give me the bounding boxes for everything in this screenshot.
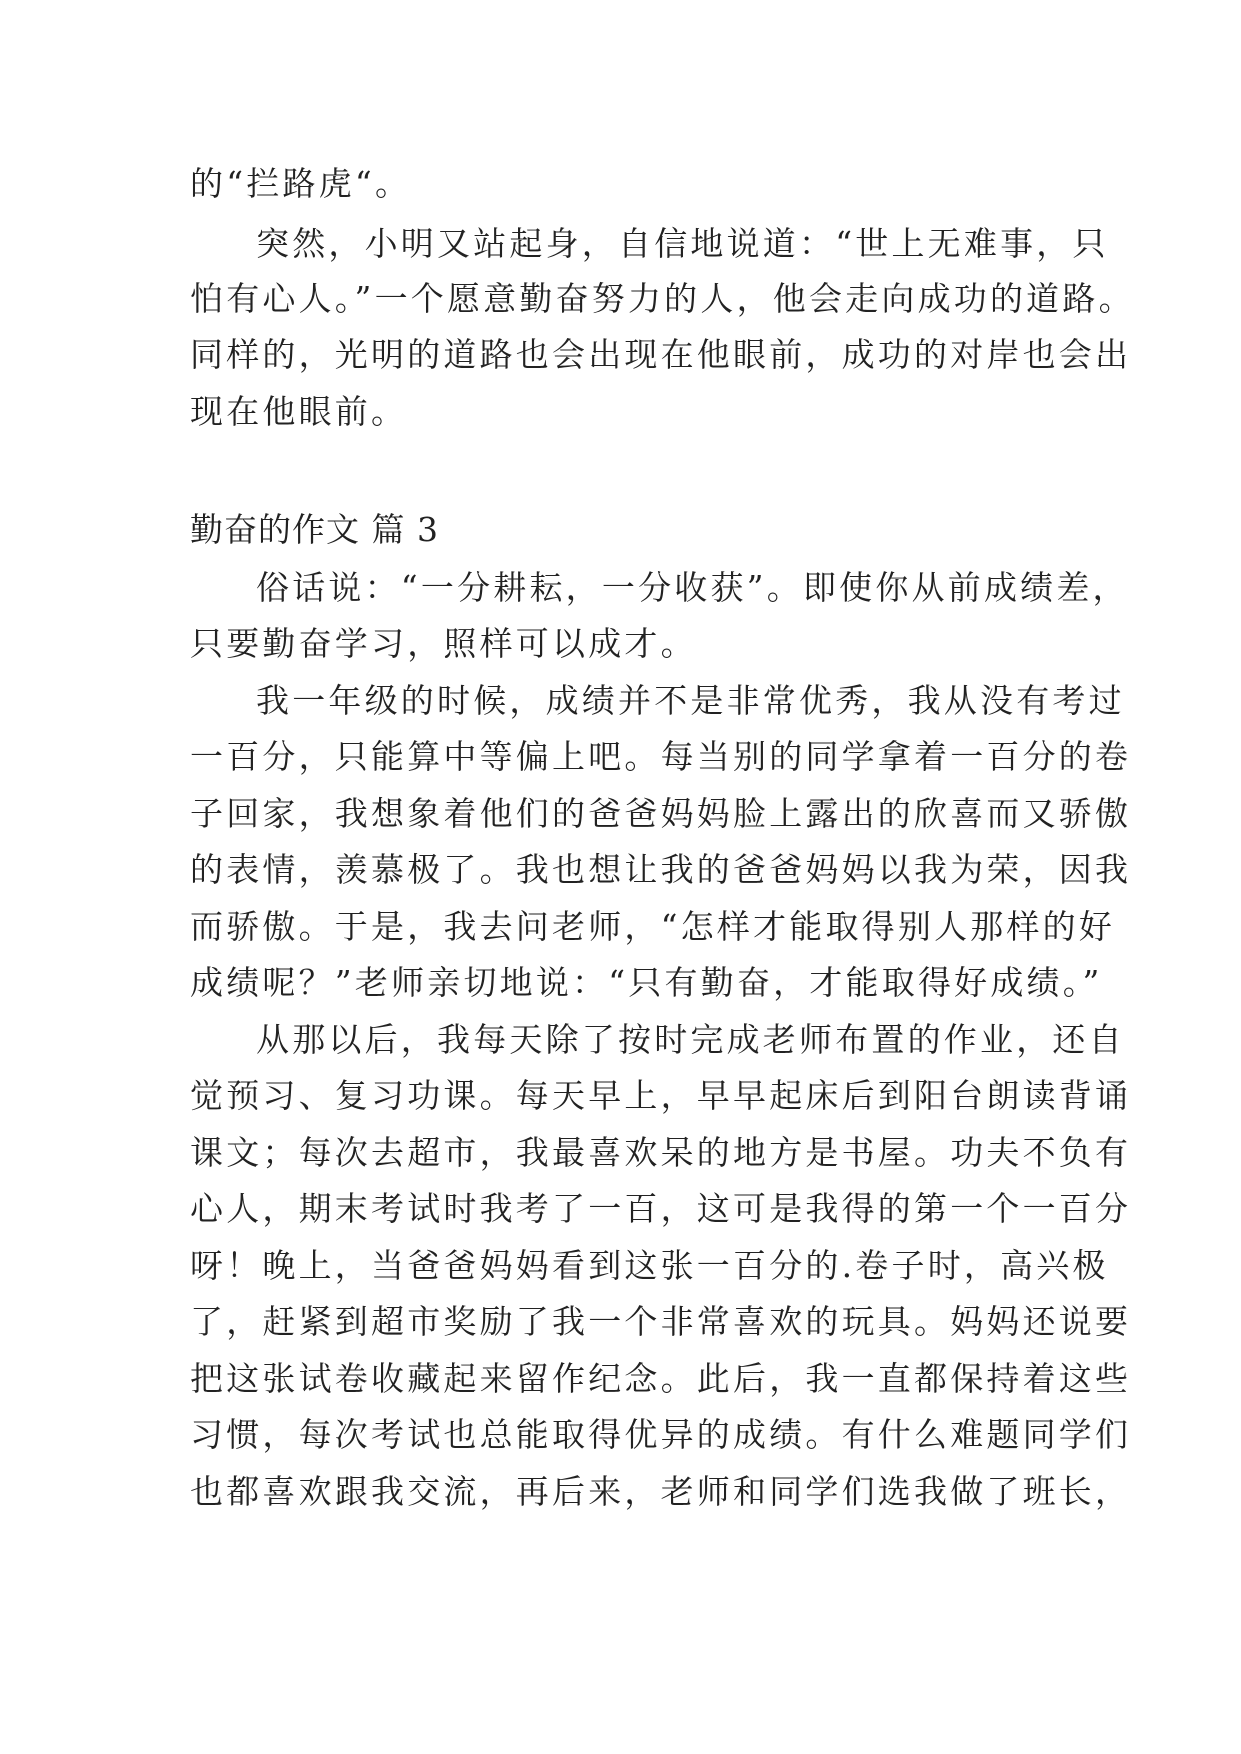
text-line: 心人，期末考试时我考了一百，这可是我得的第一个一百分: [190, 1189, 1132, 1228]
text-line: 了，赶紧到超市奖励了我一个非常喜欢的玩具。妈妈还说要: [190, 1302, 1132, 1341]
paragraph-first-line: 我一年级的时候，成绩并不是非常优秀，我从没有考过: [256, 681, 1125, 720]
paragraph-first-line: 突然，小明又站起身，自信地说道：“世上无难事，只: [256, 224, 1109, 263]
text-line: 习惯，每次考试也总能取得优异的成绩。有什么难题同学们: [190, 1415, 1132, 1454]
text-line: 呀！晚上，当爸爸妈妈看到这张一百分的.卷子时，高兴极: [190, 1246, 1109, 1285]
text-line: 也都喜欢跟我交流，再后来，老师和同学们选我做了班长，: [190, 1472, 1132, 1511]
text-line: 现在他眼前。: [190, 392, 408, 431]
text-line: 而骄傲。于是，我去问老师，“怎样才能取得别人那样的好: [190, 907, 1116, 946]
paragraph-first-line: 俗话说：“一分耕耘，一分收获”。即使你从前成绩差，: [256, 568, 1129, 607]
text-line: 成绩呢？”老师亲切地说：“只有勤奋，才能取得好成绩。”: [190, 963, 1103, 1002]
text-line: 把这张试卷收藏起来留作纪念。此后，我一直都保持着这些: [190, 1359, 1132, 1398]
text-line: 的表情，羡慕极了。我也想让我的爸爸妈妈以我为荣，因我: [190, 850, 1132, 889]
text-line: 觉预习、复习功课。每天早上，早早起床后到阳台朗读背诵: [190, 1076, 1132, 1115]
section-heading: 勤奋的作文 篇 3: [190, 510, 439, 549]
text-line: 只要勤奋学习，照样可以成才。: [190, 624, 697, 663]
paragraph-first-line: 从那以后，我每天除了按时完成老师布置的作业，还自: [256, 1020, 1125, 1059]
text-line: 子回家，我想象着他们的爸爸妈妈脸上露出的欣喜而又骄傲: [190, 794, 1132, 833]
text-line: 的“拦路虎“。: [190, 164, 412, 203]
text-line: 怕有心人。”一个愿意勤奋努力的人，他会走向成功的道路。: [190, 279, 1135, 318]
text-line: 同样的，光明的道路也会出现在他眼前，成功的对岸也会出: [190, 335, 1132, 374]
text-line: 课文；每次去超市，我最喜欢呆的地方是书屋。功夫不负有: [190, 1133, 1132, 1172]
text-line: 一百分，只能算中等偏上吧。每当别的同学拿着一百分的卷: [190, 737, 1132, 776]
